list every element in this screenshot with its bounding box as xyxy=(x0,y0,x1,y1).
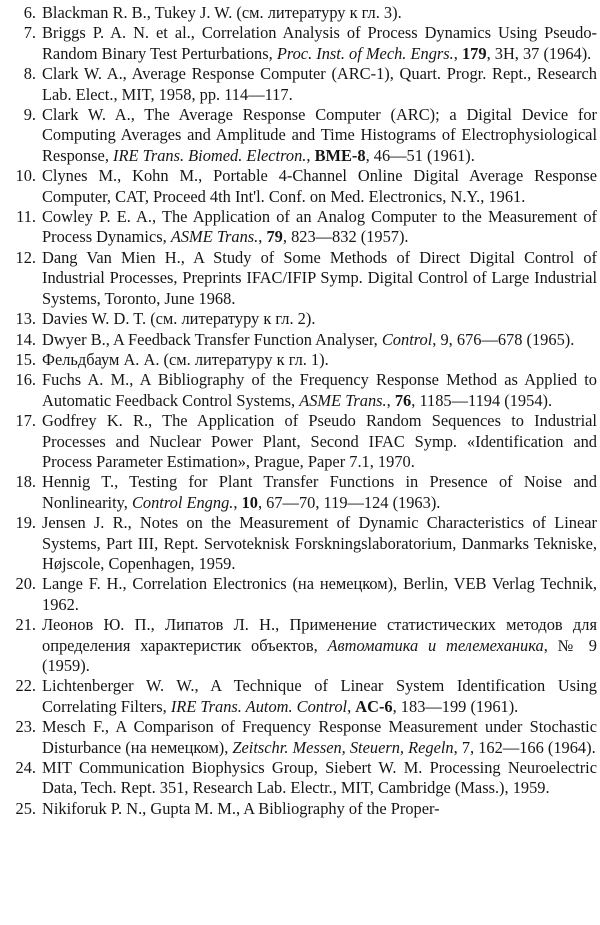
reference-fragment: Леонов Ю. П., Липатов Л. Н., Применение статистических методов для определения характеристик объектов, xyxy=(42,615,597,655)
reference-fragment: , xyxy=(386,390,395,410)
reference-number: 17. xyxy=(15,411,36,431)
reference-fragment: Jensen J. R., Notes on the Measurement of Dynamic Characteristics of Linear Systems, Part III, Rept. Servoteknisk Forskningslaboratorium, Danmarks Tekniske, Højscole, Copenhagen, 1959. xyxy=(42,513,597,573)
reference-fragment: Dwyer B., A Feedback Transfer Function Analyser, xyxy=(42,329,382,349)
reference-number: 24. xyxy=(15,758,36,778)
reference-fragment: Davies W. D. T. (см. литературу к гл. 2). xyxy=(42,309,316,329)
reference-fragment: Clynes M., Kohn M., Portable 4-Channel Online Digital Average Response Computer, CAT, Proceed 4th Int'l. Conf. on Med. Electronics, N.Y., 1961. xyxy=(42,166,597,206)
reference-fragment: Godfrey K. R., The Application of Pseudo Random Sequences to Industrial Processes and Nuclear Power Plant, Second IFAC Symp. «Identification and Process Parameter Estimation», Prague, Paper 7.1, 1970. xyxy=(42,411,597,471)
reference-list xyxy=(6,3,597,819)
reference-entry xyxy=(6,207,597,248)
reference-text xyxy=(42,615,597,676)
reference-number: 20. xyxy=(15,574,36,594)
reference-number: 21. xyxy=(15,615,36,635)
source-title: ASME Trans. xyxy=(170,227,259,247)
reference-number: 19. xyxy=(15,513,36,533)
volume-number: 10 xyxy=(241,492,258,512)
source-title: IRE Trans. Biomed. Electron. xyxy=(113,145,307,165)
volume-number: BME-8 xyxy=(314,145,366,165)
reference-text xyxy=(42,330,597,350)
reference-entry xyxy=(6,717,597,758)
volume-number: 76 xyxy=(394,390,412,410)
reference-number: 13. xyxy=(15,309,36,329)
reference-entry xyxy=(6,799,597,819)
reference-fragment: Hennig T., Testing for Plant Transfer Functions in Presence of Noise and Nonlinearity, xyxy=(42,472,597,512)
reference-fragment: MIT Communication Biophysics Group, Siebert W. M. Processing Neuroelectric Data, Tech. Rept. 351, Research Lab. Electr., MIT, Cambridge (Mass.), 1959. xyxy=(42,758,597,798)
reference-entry xyxy=(6,513,597,574)
reference-text xyxy=(42,309,597,329)
reference-entry xyxy=(6,64,597,105)
reference-entry xyxy=(6,330,597,350)
volume-number: AC-6 xyxy=(355,696,393,716)
reference-fragment: Nikiforuk P. N., Gupta M. M., A Bibliography of the Proper- xyxy=(42,798,440,818)
reference-text xyxy=(42,370,597,411)
reference-fragment: Blackman R. B., Tukey J. W. (см. литературу к гл. 3). xyxy=(42,3,402,22)
reference-fragment: , № 9 (1959). xyxy=(42,635,597,675)
source-title: Zeitschr. Messen, Steuern, Regeln xyxy=(232,737,454,757)
reference-fragment: , 7, 162—166 (1964). xyxy=(453,737,596,757)
reference-number: 16. xyxy=(15,370,36,390)
reference-entry xyxy=(6,411,597,472)
reference-fragment: Mesch F., A Comparison of Frequency Response Measurement under Stochastic Disturbance (на немецком), xyxy=(42,717,597,757)
reference-text xyxy=(42,166,597,207)
reference-number: 9. xyxy=(23,105,36,125)
reference-number: 11. xyxy=(16,207,36,227)
reference-text xyxy=(42,23,597,64)
reference-number: 10. xyxy=(15,166,36,186)
source-title: Control Engng. xyxy=(131,492,234,512)
reference-fragment: , 3H, 37 (1964). xyxy=(486,43,592,63)
reference-fragment: Cowley P. E. A., The Application of an Analog Computer to the Measurement of Process Dynamics, xyxy=(42,207,597,247)
reference-text xyxy=(42,3,597,23)
reference-fragment: , 1185—1194 (1954). xyxy=(411,390,553,410)
reference-text xyxy=(42,513,597,574)
reference-entry xyxy=(6,370,597,411)
reference-number: 6. xyxy=(23,3,36,22)
reference-fragment: , xyxy=(347,696,356,716)
reference-number: 8. xyxy=(23,64,36,84)
reference-text xyxy=(42,411,597,472)
reference-fragment: Lange F. H., Correlation Electronics (на немецком), Berlin, VEB Verlag Technik, 1962. xyxy=(42,574,597,614)
reference-entry xyxy=(6,615,597,676)
reference-fragment: Dang Van Mien H., A Study of Some Methods of Direct Digital Control of Industrial Processes, Preprints IFAC/IFIP Symp. Digital Control of Large Industrial Systems, Toronto, June 1968. xyxy=(42,247,597,308)
reference-fragment: Фельдбаум А. А. (см. литературу к гл. 1). xyxy=(42,349,329,369)
reference-text xyxy=(42,207,597,248)
reference-entry xyxy=(6,105,597,166)
reference-text xyxy=(42,472,597,513)
source-title: Control xyxy=(381,329,433,349)
reference-entry xyxy=(6,758,597,799)
reference-fragment: , 9, 676—678 (1965). xyxy=(432,329,575,349)
reference-fragment: Clark W. A., The Average Response Computer (ARC); a Digital Device for Computing Averages and Amplitude and Time Histograms of Electrophysiological Response, xyxy=(42,105,597,165)
source-title: Автоматика и телемеханика xyxy=(327,635,544,655)
reference-fragment: , 67—70, 119—124 (1963). xyxy=(257,492,441,512)
reference-number: 14. xyxy=(15,329,36,349)
reference-fragment: , xyxy=(233,492,242,512)
reference-fragment: Fuchs A. M., A Bibliography of the Frequency Response Method as Applied to Automatic Feedback Control Systems, xyxy=(42,370,597,410)
reference-fragment: , 46—51 (1961). xyxy=(365,145,475,165)
reference-fragment: , 183—199 (1961). xyxy=(392,696,519,716)
reference-entry xyxy=(6,472,597,513)
reference-fragment: , xyxy=(453,43,462,63)
source-title: Proc. Inst. of Mech. Engrs. xyxy=(276,43,454,63)
reference-text xyxy=(42,574,597,615)
reference-entry xyxy=(6,166,597,207)
reference-fragment: Lichtenberger W. W., A Technique of Linear System Identification Using Correlating Filters, xyxy=(42,676,597,716)
reference-fragment: , xyxy=(258,227,267,247)
reference-entry xyxy=(6,676,597,717)
source-title: ASME Trans. xyxy=(299,390,387,410)
reference-text xyxy=(42,350,597,370)
reference-number: 25. xyxy=(15,798,36,818)
reference-entry xyxy=(6,3,597,23)
reference-number: 23. xyxy=(15,717,36,737)
reference-number: 22. xyxy=(15,676,36,696)
reference-fragment: , xyxy=(306,145,315,165)
reference-number: 12. xyxy=(15,247,36,267)
reference-entry xyxy=(6,350,597,370)
reference-entry xyxy=(6,248,597,309)
volume-number: 179 xyxy=(461,43,487,63)
reference-text xyxy=(42,799,597,819)
reference-text xyxy=(42,758,597,799)
reference-entry xyxy=(6,574,597,615)
reference-entry xyxy=(6,309,597,329)
reference-entry xyxy=(6,23,597,64)
reference-fragment: Clark W. A., Average Response Computer (ARC-1), Quart. Progr. Rept., Research Lab. Elect., MIT, 1958, pp. 114—117. xyxy=(42,64,597,104)
reference-text xyxy=(42,676,597,717)
reference-text xyxy=(42,717,597,758)
reference-number: 7. xyxy=(23,23,36,43)
reference-text xyxy=(42,64,597,105)
source-title: IRE Trans. Autom. Control xyxy=(170,696,348,716)
reference-text xyxy=(42,105,597,166)
volume-number: 79 xyxy=(266,227,283,247)
reference-fragment: , 823—832 (1957). xyxy=(282,227,409,247)
reference-text xyxy=(42,248,597,309)
reference-number: 18. xyxy=(15,472,36,492)
reference-fragment: Briggs P. A. N. et al., Correlation Analysis of Process Dynamics Using Pseudo-Random Binary Test Perturbations, xyxy=(42,23,597,63)
reference-number: 15. xyxy=(15,349,36,369)
